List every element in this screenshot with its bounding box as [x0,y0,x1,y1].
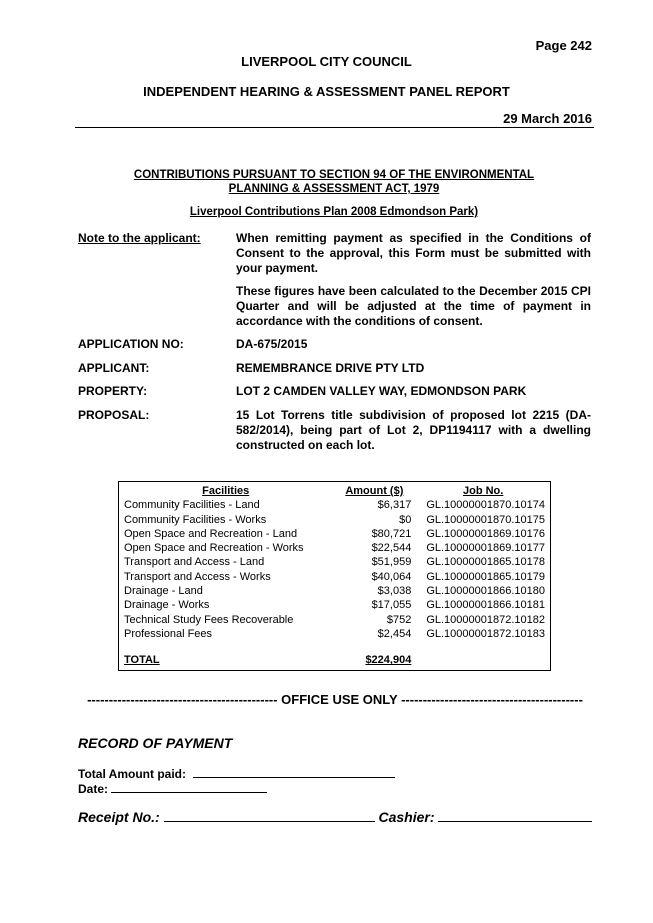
property-label: PROPERTY: [78,384,148,398]
cell-job: GL.10000001866.10181 [426,599,545,612]
total-paid-row [78,766,395,781]
cell-amount: $3,038 [377,585,412,598]
receipt-field[interactable] [164,808,375,822]
cell-facility: Drainage - Works [124,599,210,612]
total-label: TOTAL [124,654,160,667]
cell-facility: Technical Study Fees Recoverable [124,613,294,626]
cell-job: GL.10000001869.10177 [426,542,545,555]
application-label: APPLICATION NO: [78,337,184,351]
table-row [119,541,551,555]
cell-facility: Open Space and Recreation - Land [124,527,298,540]
application-value: DA-675/2015 [236,337,308,351]
report-date: 29 March 2016 [503,111,592,126]
table-row [119,555,551,569]
cell-amount: $17,055 [371,599,412,612]
cell-amount: $80,721 [371,527,412,540]
table-header-row [119,482,551,499]
total-job-empty [416,653,550,670]
applicant-value: REMEMBRANCE DRIVE PTY LTD [236,361,425,375]
note-paragraph-1: When remitting payment as specified in the Conditions of Consent to the approval, this Form must be submitted with your payment. [236,231,591,275]
cell-facility: Drainage - Land [124,585,203,598]
page-number: Page 242 [535,38,592,53]
header-job-no: Job No. [462,485,504,497]
header-divider [75,127,594,128]
document-subtitle: Liverpool Contributions Plan 2008 Edmondson Park) [189,206,479,218]
total-paid-field[interactable] [193,766,395,778]
table-body [119,498,551,641]
table-row [119,613,551,627]
header-amount: Amount ($) [345,485,404,497]
cell-job: GL.10000001869.10176 [426,527,545,540]
cell-job: GL.10000001865.10178 [426,556,545,569]
cell-facility: Community Facilities - Land [124,499,260,512]
cell-facility: Open Space and Recreation - Works [124,542,304,555]
proposal-label: PROPOSAL: [78,408,150,422]
spacer-row [119,641,551,653]
record-heading: RECORD OF PAYMENT [78,735,233,751]
table-row [119,598,551,612]
proposal-value: 15 Lot Torrens title subdivision of proposed lot 2215 (DA-582/2014), being part of Lot 2, DP1194117 with a dwelling constructed on each lot. [236,408,591,452]
cell-job: GL.10000001872.10182 [426,613,545,626]
table-row [119,584,551,598]
cell-amount: $0 [399,513,412,526]
cell-job: GL.10000001872.10183 [426,627,545,640]
cell-job: GL.10000001870.10175 [426,513,545,526]
cell-amount: $6,317 [377,499,412,512]
cashier-field[interactable] [438,808,592,822]
note-paragraph-2: These figures have been calculated to the December 2015 CPI Quarter and will be adjusted at the time of payment in accordance with the conditions of consent. [236,284,591,328]
total-paid-label: Total Amount paid: [78,767,186,781]
title-line-1: CONTRIBUTIONS PURSUANT TO SECTION 94 OF THE ENVIRONMENTAL [133,169,535,181]
table-row [119,498,551,512]
cell-facility: Transport and Access - Works [124,570,271,583]
applicant-label: APPLICANT: [78,361,150,375]
cell-facility: Professional Fees [124,627,213,640]
cashier-label: Cashier: [378,809,435,825]
cell-amount: $22,544 [371,542,412,555]
total-row [119,653,551,670]
document-title [100,168,568,196]
table-row [119,513,551,527]
table-row [119,570,551,584]
cell-amount: $40,064 [371,570,412,583]
report-title: INDEPENDENT HEARING & ASSESSMENT PANEL REPORT [143,84,510,99]
contributions-table [118,481,551,671]
header-facilities: Facilities [202,485,250,497]
date-row [78,781,267,796]
cell-facility: Transport and Access - Land [124,556,265,569]
cell-amount: $51,959 [371,556,412,569]
receipt-label: Receipt No.: [78,809,160,825]
office-use-divider: -------------------------------------------- OFFICE USE ONLY ------------------------------------------ [87,692,583,707]
table-row [119,627,551,641]
cell-amount: $752 [386,613,412,626]
date-field[interactable] [111,781,267,793]
cell-amount: $2,454 [377,627,412,640]
date-label: Date: [78,782,109,796]
receipt-row [78,808,592,825]
note-label: Note to the applicant: [78,231,201,245]
title-line-2: PLANNING & ASSESSMENT ACT, 1979 [228,183,440,195]
council-name: LIVERPOOL CITY COUNCIL [241,54,412,69]
property-value: LOT 2 CAMDEN VALLEY WAY, EDMONDSON PARK [236,384,527,398]
cell-job: GL.10000001870.10174 [426,499,545,512]
total-amount: $224,904 [365,654,412,667]
cell-facility: Community Facilities - Works [124,513,267,526]
cell-job: GL.10000001866.10180 [426,585,545,598]
cell-job: GL.10000001865.10179 [426,570,545,583]
table-row [119,527,551,541]
